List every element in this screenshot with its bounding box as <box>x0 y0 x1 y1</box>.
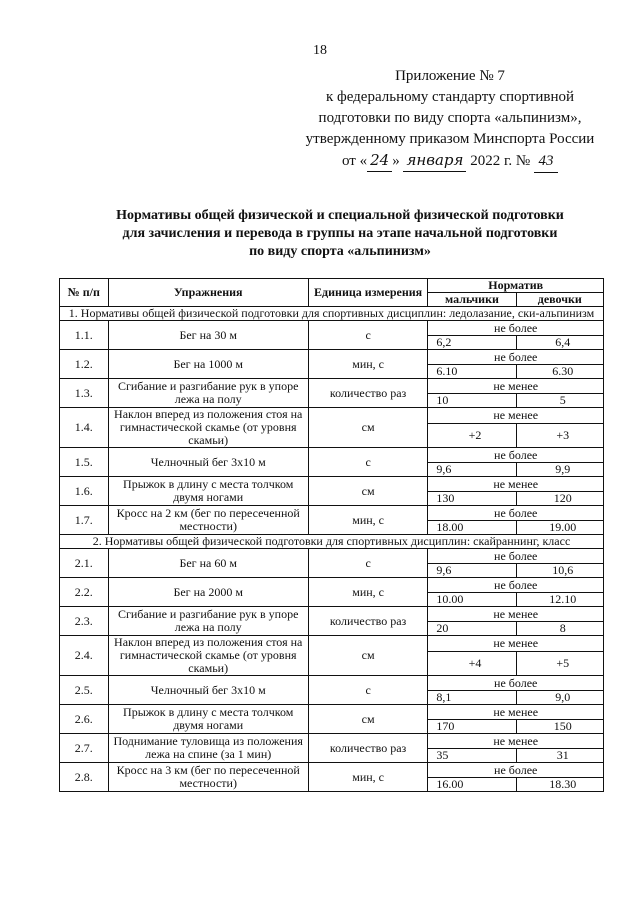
boys-value: 9,6 <box>428 463 516 477</box>
appendix-date-line <box>300 150 600 173</box>
girls-value: 5 <box>516 394 603 408</box>
exercise-name: Кросс на 2 км (бег по пересеченной местности) <box>108 506 308 535</box>
appendix-title: Приложение № 7 <box>395 68 505 84</box>
page-number: 18 <box>313 43 327 58</box>
header-exercise: Упражнения <box>108 279 308 307</box>
boys-value: 18.00 <box>428 521 516 535</box>
exercise-name: Поднимание туловища из положения лежа на спине (за 1 мин) <box>108 734 308 763</box>
row-number: 1.6. <box>60 477 109 506</box>
norm-condition: не менее <box>428 705 604 720</box>
table-row <box>60 477 604 492</box>
table-row <box>60 408 604 424</box>
header-unit: Единица измерения <box>308 279 428 307</box>
girls-value: 9,0 <box>516 691 603 705</box>
norm-condition: не менее <box>428 477 604 492</box>
norm-condition: не менее <box>428 636 604 652</box>
header-norm: Норматив <box>428 279 604 293</box>
row-number: 1.4. <box>60 408 109 448</box>
exercise-name: Бег на 2000 м <box>108 578 308 607</box>
girls-value: 6.30 <box>516 365 603 379</box>
norms-table <box>59 278 604 792</box>
section-row <box>60 307 604 321</box>
norm-condition: не более <box>428 350 604 365</box>
row-number: 2.8. <box>60 763 109 792</box>
table-row <box>60 506 604 521</box>
table-row <box>60 549 604 564</box>
exercise-name: Бег на 1000 м <box>108 350 308 379</box>
unit-cell: мин, с <box>308 763 428 792</box>
boys-value: 35 <box>428 749 516 763</box>
row-number: 2.7. <box>60 734 109 763</box>
girls-value: 10,6 <box>516 564 603 578</box>
unit-cell: с <box>308 448 428 477</box>
appendix-line: к федеральному стандарту спортивной <box>325 89 575 105</box>
norm-condition: не более <box>428 578 604 593</box>
unit-cell: см <box>308 408 428 448</box>
unit-cell: количество раз <box>308 607 428 636</box>
title-line: для зачисления и перевода в группы на этапе начальной подготовки <box>122 226 558 241</box>
girls-value: 19.00 <box>516 521 603 535</box>
exercise-name: Наклон вперед из положения стоя на гимнастической скамье (от уровня скамьи) <box>108 408 308 448</box>
section-title: 1. Нормативы общей физической подготовки для спортивных дисциплин: ледолазание, ски-альпинизм <box>60 307 604 321</box>
unit-cell: с <box>308 676 428 705</box>
unit-cell: с <box>308 321 428 350</box>
row-number: 1.7. <box>60 506 109 535</box>
date-year: 2022 г. № <box>470 153 531 169</box>
girls-value: 6,4 <box>516 336 603 350</box>
girls-value: +5 <box>516 652 603 676</box>
boys-value: 10 <box>428 394 516 408</box>
girls-value: +3 <box>516 424 603 448</box>
unit-cell: количество раз <box>308 379 428 408</box>
row-number: 2.3. <box>60 607 109 636</box>
table-row <box>60 705 604 720</box>
boys-value: 6.10 <box>428 365 516 379</box>
unit-cell: мин, с <box>308 578 428 607</box>
boys-value: 130 <box>428 492 516 506</box>
norm-condition: не менее <box>428 379 604 394</box>
girls-value: 18.30 <box>516 778 603 792</box>
boys-value: 16.00 <box>428 778 516 792</box>
row-number: 2.6. <box>60 705 109 734</box>
order-number: 43 <box>534 151 558 173</box>
norm-condition: не более <box>428 506 604 521</box>
norm-condition: не более <box>428 676 604 691</box>
document-title <box>60 207 620 261</box>
exercise-name: Сгибание и разгибание рук в упоре лежа на полу <box>108 379 308 408</box>
unit-cell: с <box>308 549 428 578</box>
girls-value: 8 <box>516 622 603 636</box>
norm-condition: не более <box>428 549 604 564</box>
appendix-line: утвержденному приказом Минспорта России <box>305 131 595 147</box>
row-number: 2.4. <box>60 636 109 676</box>
norm-condition: не менее <box>428 734 604 749</box>
title-line: по виду спорта «альпинизм» <box>249 244 431 259</box>
date-day: 24 <box>367 150 392 172</box>
row-number: 1.1. <box>60 321 109 350</box>
exercise-name: Прыжок в длину с места толчком двумя ногами <box>108 477 308 506</box>
date-mid: » <box>392 153 400 169</box>
boys-value: 6,2 <box>428 336 516 350</box>
row-number: 1.2. <box>60 350 109 379</box>
unit-cell: см <box>308 636 428 676</box>
girls-value: 12.10 <box>516 593 603 607</box>
table-row <box>60 636 604 652</box>
table-row <box>60 321 604 336</box>
header-girls: девочки <box>516 293 603 307</box>
row-number: 2.2. <box>60 578 109 607</box>
exercise-name: Сгибание и разгибание рук в упоре лежа на полу <box>108 607 308 636</box>
exercise-name: Наклон вперед из положения стоя на гимнастической скамье (от уровня скамьи) <box>108 636 308 676</box>
girls-value: 9,9 <box>516 463 603 477</box>
norm-condition: не менее <box>428 408 604 424</box>
row-number: 2.1. <box>60 549 109 578</box>
unit-cell: количество раз <box>308 734 428 763</box>
boys-value: 8,1 <box>428 691 516 705</box>
boys-value: 9,6 <box>428 564 516 578</box>
table-row <box>60 379 604 394</box>
unit-cell: мин, с <box>308 506 428 535</box>
girls-value: 120 <box>516 492 603 506</box>
boys-value: 170 <box>428 720 516 734</box>
row-number: 1.5. <box>60 448 109 477</box>
norm-condition: не более <box>428 448 604 463</box>
norm-condition: не более <box>428 763 604 778</box>
unit-cell: см <box>308 705 428 734</box>
boys-value: +4 <box>428 652 516 676</box>
unit-cell: мин, с <box>308 350 428 379</box>
boys-value: +2 <box>428 424 516 448</box>
exercise-name: Кросс на 3 км (бег по пересеченной местности) <box>108 763 308 792</box>
row-number: 1.3. <box>60 379 109 408</box>
date-month: января <box>403 150 466 172</box>
exercise-name: Прыжок в длину с места толчком двумя ногами <box>108 705 308 734</box>
exercise-name: Бег на 30 м <box>108 321 308 350</box>
title-line: Нормативы общей физической и специальной физической подготовки <box>116 208 564 223</box>
exercise-name: Челночный бег 3х10 м <box>108 676 308 705</box>
table-row <box>60 607 604 622</box>
exercise-name: Бег на 60 м <box>108 549 308 578</box>
table-body <box>60 307 604 792</box>
header-num: № п/п <box>60 279 109 307</box>
table-row <box>60 763 604 778</box>
girls-value: 31 <box>516 749 603 763</box>
header-boys: мальчики <box>428 293 516 307</box>
table-row <box>60 676 604 691</box>
girls-value: 150 <box>516 720 603 734</box>
norm-condition: не менее <box>428 607 604 622</box>
boys-value: 20 <box>428 622 516 636</box>
table-row <box>60 350 604 365</box>
unit-cell: см <box>308 477 428 506</box>
appendix-line: подготовки по виду спорта «альпинизм», <box>318 110 582 126</box>
appendix-header <box>300 66 600 173</box>
table-row <box>60 734 604 749</box>
table-row <box>60 448 604 463</box>
date-prefix: от « <box>341 153 368 169</box>
row-number: 2.5. <box>60 676 109 705</box>
exercise-name: Челночный бег 3х10 м <box>108 448 308 477</box>
section-row <box>60 535 604 549</box>
table-row <box>60 578 604 593</box>
norm-condition: не более <box>428 321 604 336</box>
boys-value: 10.00 <box>428 593 516 607</box>
section-title: 2. Нормативы общей физической подготовки для спортивных дисциплин: скайраннинг, класс <box>60 535 604 549</box>
